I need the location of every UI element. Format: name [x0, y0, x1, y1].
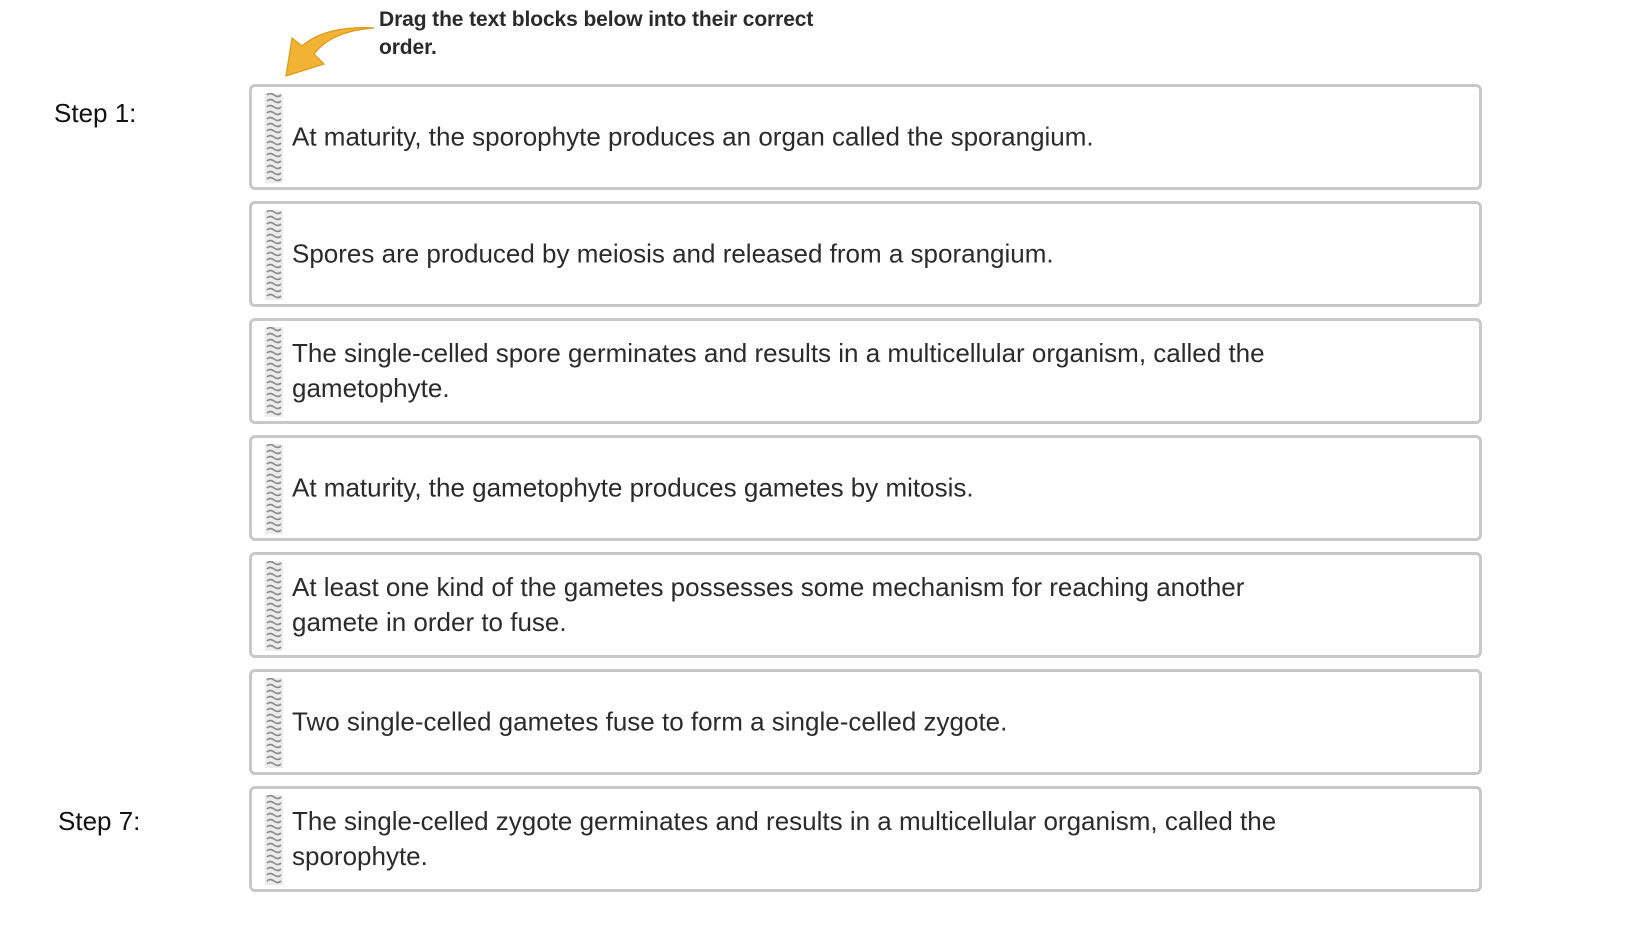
grip-texture [265, 444, 283, 534]
draggable-text-block[interactable] [249, 84, 1482, 190]
block-text: At maturity, the sporophyte produces an organ called the sporangium. [292, 121, 1094, 152]
draggable-text-block[interactable] [249, 318, 1482, 424]
block-text: The single-celled spore germinates and results in a multicellular organism, called the gametophyte. [292, 338, 1265, 403]
drag-handle-icon[interactable] [265, 561, 283, 651]
grip-texture [265, 93, 283, 183]
drag-handle-icon[interactable] [265, 93, 283, 183]
curved-arrow-icon [284, 24, 376, 80]
drag-handle-icon[interactable] [265, 210, 283, 300]
draggable-text-block[interactable] [249, 435, 1482, 541]
draggable-text-block[interactable] [249, 201, 1482, 307]
block-text: At least one kind of the gametes possesses some mechanism for reaching another gamete in order to fuse. [292, 572, 1245, 637]
draggable-text-block[interactable] [249, 786, 1482, 892]
block-text: At maturity, the gametophyte produces gametes by mitosis. [292, 472, 974, 503]
drag-handle-icon[interactable] [265, 678, 283, 768]
draggable-text-block[interactable] [249, 552, 1482, 658]
grip-texture [265, 210, 283, 300]
instruction-text: Drag the text blocks below into their correct order. [379, 8, 814, 59]
drag-handle-icon[interactable] [265, 327, 283, 417]
grip-texture [265, 678, 283, 768]
drag-handle-icon[interactable] [265, 444, 283, 534]
drag-handle-icon[interactable] [265, 795, 283, 885]
grip-texture [265, 327, 283, 417]
instruction-callout [284, 6, 814, 76]
step-label-first: Step 1: [54, 98, 137, 128]
block-text: The single-celled zygote germinates and results in a multicellular organism, called the sporophyte. [292, 806, 1277, 871]
sortable-list [249, 84, 1482, 903]
grip-texture [265, 795, 283, 885]
draggable-text-block[interactable] [249, 669, 1482, 775]
block-text: Two single-celled gametes fuse to form a single-celled zygote. [292, 706, 1008, 737]
step-label-last: Step 7: [58, 806, 141, 836]
grip-texture [265, 561, 283, 651]
block-text: Spores are produced by meiosis and released from a sporangium. [292, 238, 1054, 269]
